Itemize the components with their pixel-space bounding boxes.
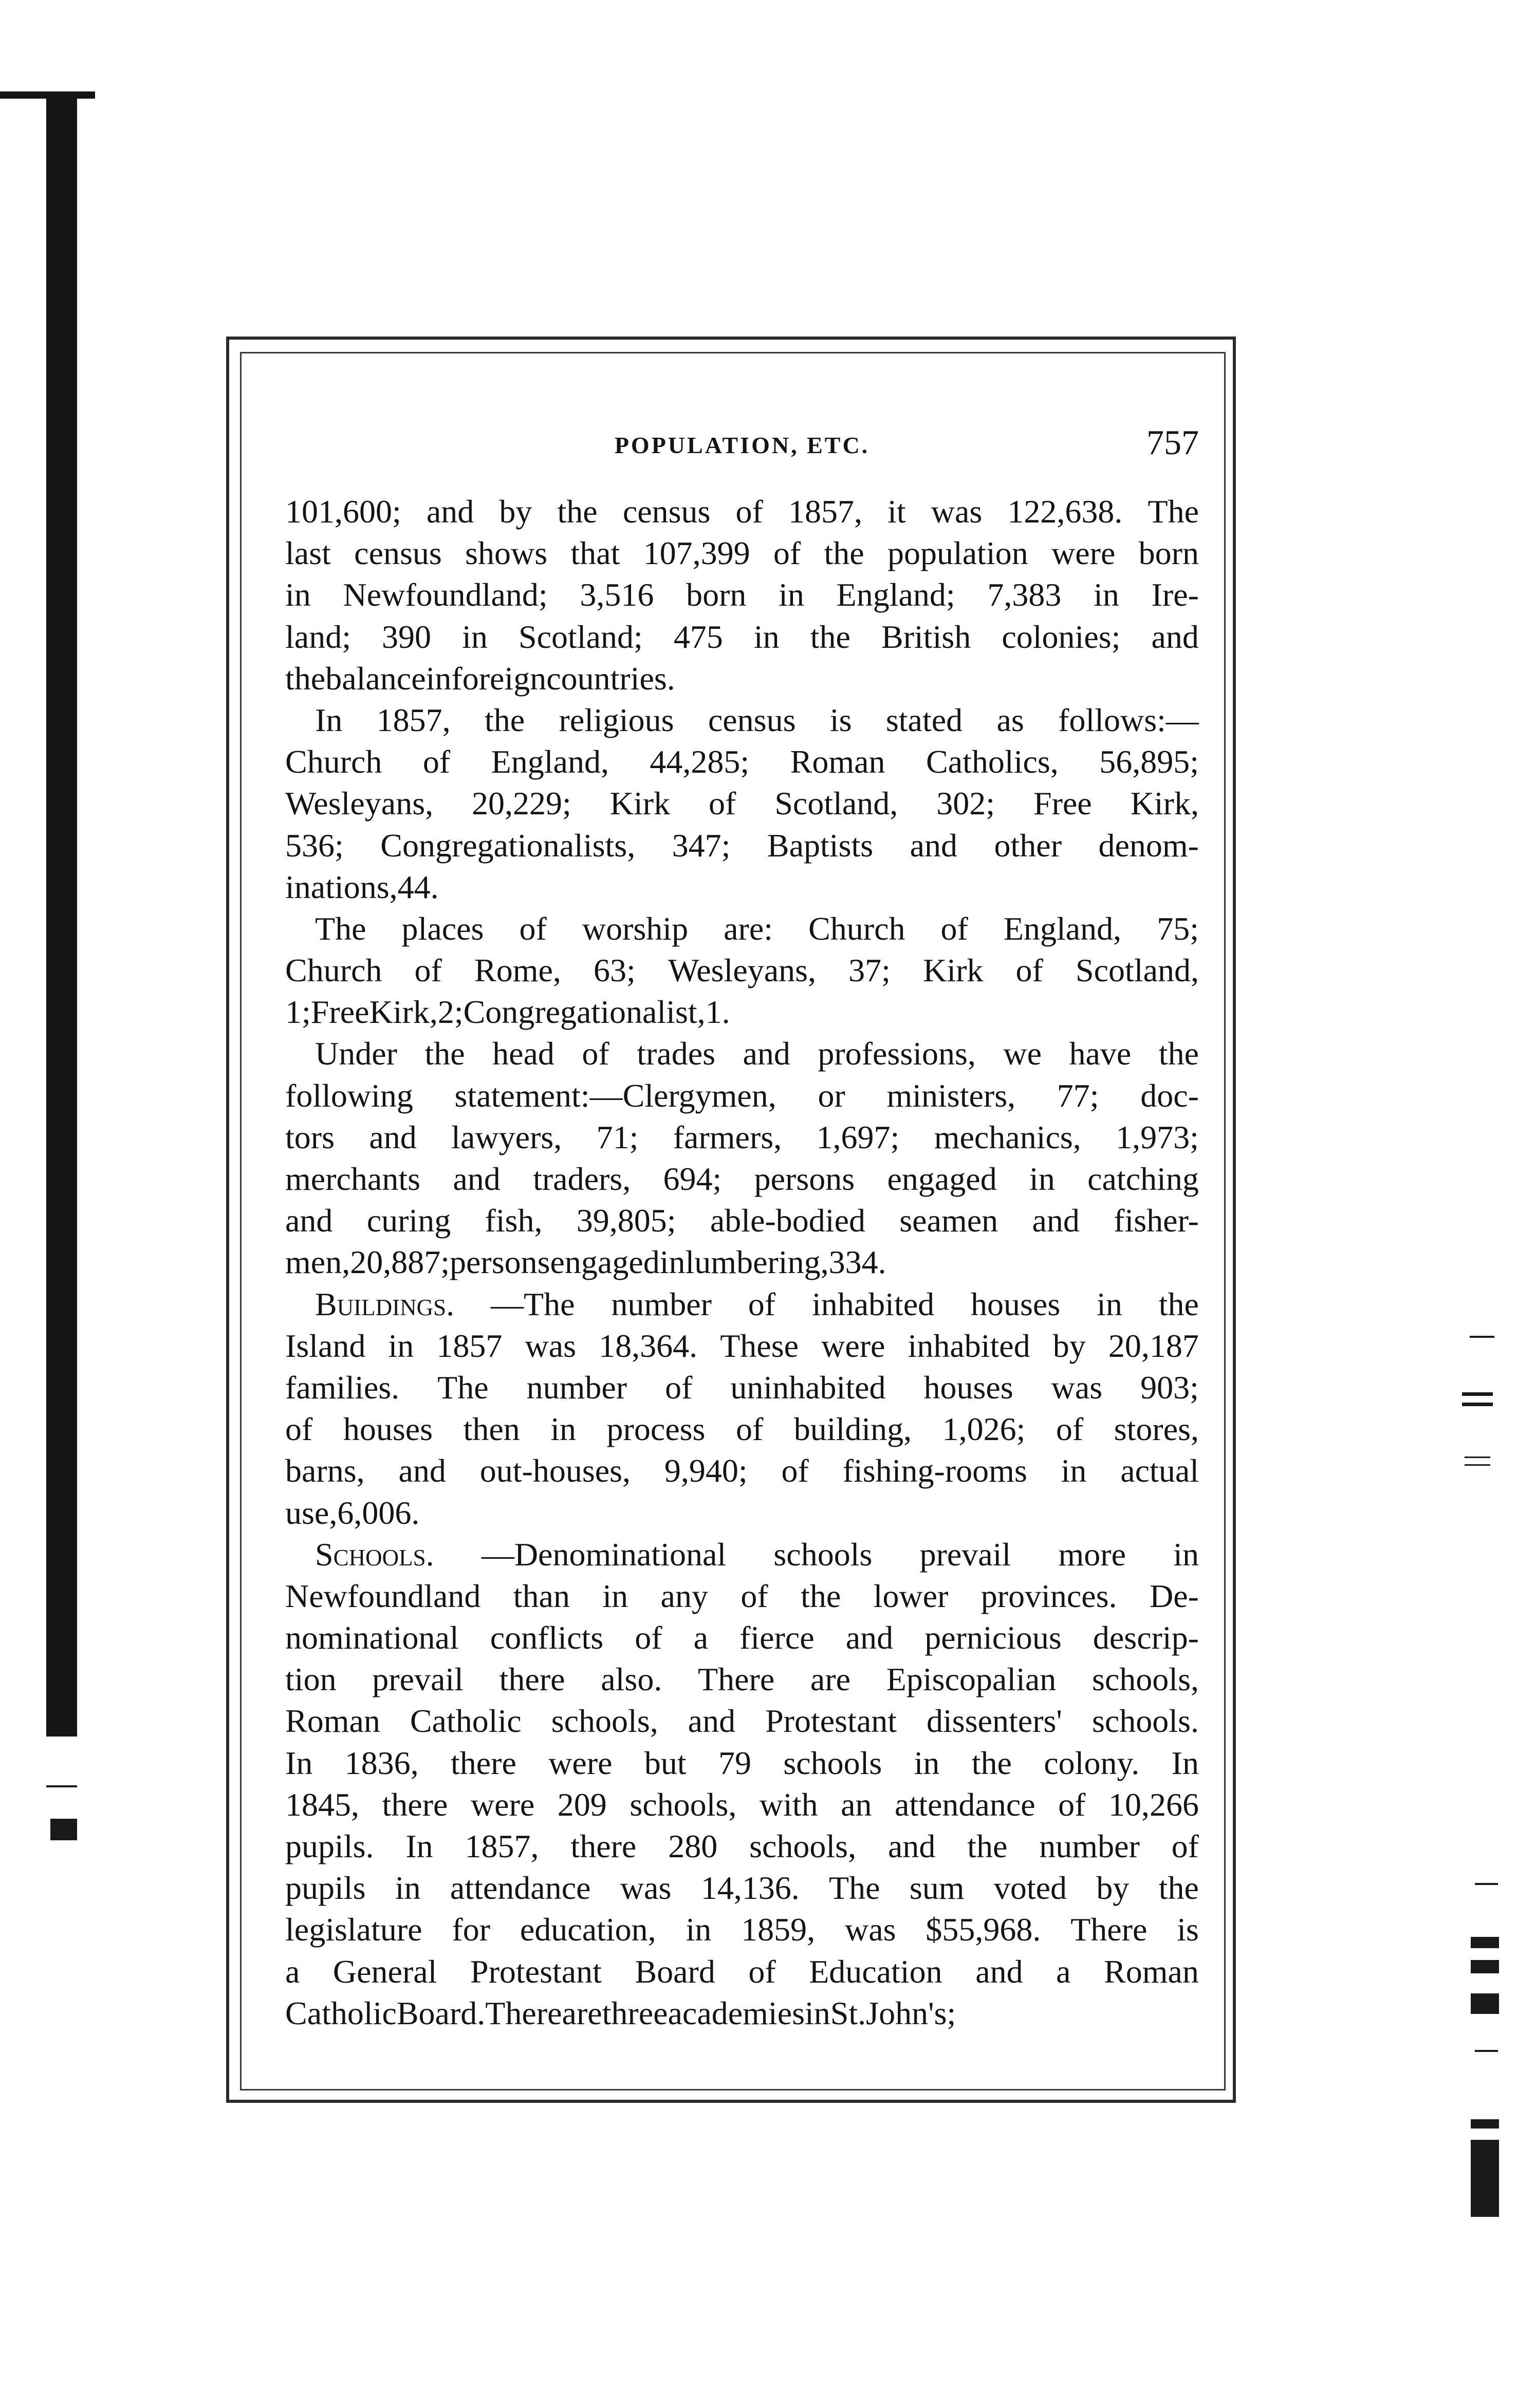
text-line: Church of England, 44,285; Roman Catholics, 56,895; — [285, 743, 1199, 780]
page-number: 757 — [1146, 423, 1199, 462]
section-lead: Buildings. — [315, 1285, 455, 1322]
scan-margin-mark — [1462, 1403, 1493, 1406]
text-line: 536; Congregationalists, 347; Baptists and other denom- — [285, 827, 1199, 864]
text-line: tors and lawyers, 71; farmers, 1,697; mechanics, 1,973; — [285, 1118, 1199, 1155]
text-line: and curing fish, 39,805; able-bodied seamen and fisher- — [285, 1202, 1199, 1239]
paragraph — [285, 908, 1199, 1033]
paragraph — [285, 1033, 1199, 1283]
text-line: pupils in attendance was 14,136. The sum voted by the — [285, 1870, 1199, 1907]
scan-margin-mark — [1475, 2050, 1498, 2052]
text-line: tion prevail there also. There are Episcopalian schools, — [285, 1661, 1199, 1698]
scan-margin-mark — [1471, 1960, 1499, 1973]
text-line: Buildings. —The number of inhabited houses in the — [285, 1283, 1199, 1325]
scan-margin-mark — [1470, 1336, 1494, 1338]
text-line: inations, 44. — [285, 868, 439, 905]
text-line: the balance in foreign countries. — [285, 660, 675, 697]
text-line: Schools. —Denominational schools prevail more in — [285, 1534, 1199, 1575]
paragraph — [285, 699, 1199, 908]
scan-margin-mark — [1471, 1937, 1499, 1948]
text-line: a General Protestant Board of Education and a Roman — [285, 1953, 1199, 1990]
scan-margin-mark — [1471, 2119, 1499, 2129]
text-line: merchants and traders, 694; persons engaged in catching — [285, 1161, 1199, 1197]
scan-edge-shadow — [46, 92, 77, 1737]
text-line: Island in 1857 was 18,364. These were inhabited by 20,187 — [285, 1327, 1199, 1364]
scan-margin-mark — [1471, 2140, 1499, 2217]
body-text — [285, 491, 1199, 2034]
text-line: pupils. In 1857, there 280 schools, and the number of — [285, 1828, 1199, 1864]
text-line: following statement:—Clergymen, or ministers, 77; doc- — [285, 1077, 1199, 1114]
scan-margin-mark — [1471, 1993, 1499, 2014]
text-line: The places of worship are: Church of England, 75; — [315, 910, 1199, 947]
text-line: use, 6,006. — [285, 1494, 420, 1531]
text-line: land; 390 in Scotland; 475 in the British colonies; and — [285, 618, 1199, 655]
text-line: men, 20,887; persons engaged in lumbering, 334. — [285, 1244, 886, 1281]
paragraph — [285, 1283, 1199, 1534]
scan-margin-mark — [46, 1785, 77, 1787]
text-line: Roman Catholic schools, and Protestant dissenters' schools. — [285, 1703, 1199, 1740]
scan-margin-mark — [50, 1819, 77, 1840]
scan-margin-mark — [1475, 1883, 1498, 1885]
scan-margin-mark — [1462, 1392, 1493, 1396]
text-line: barns, and out-houses, 9,940; of fishing-rooms in actual — [285, 1452, 1199, 1489]
text-line: 1; Free Kirk, 2; Congregationalist, 1. — [285, 994, 730, 1031]
text-line: in Newfoundland; 3,516 born in England; 7,383 in Ire- — [285, 576, 1199, 613]
text-line: Wesleyans, 20,229; Kirk of Scotland, 302; Free Kirk, — [285, 785, 1199, 822]
running-title: POPULATION, ETC. — [614, 432, 870, 458]
text-line: In 1857, the religious census is stated as follows:— — [315, 701, 1199, 738]
text-line: families. The number of uninhabited houses was 903; — [285, 1369, 1199, 1406]
text-line: 101,600; and by the census of 1857, it was 122,638. The — [285, 493, 1199, 530]
text-line: of houses then in process of building, 1,026; of stores, — [285, 1411, 1199, 1448]
text-line: legislature for education, in 1859, was $55,968. There is — [285, 1911, 1199, 1948]
text-line: Newfoundland than in any of the lower provinces. De- — [285, 1577, 1199, 1614]
text-line: nominational conflicts of a fierce and pernicious descrip- — [285, 1619, 1199, 1656]
scan-margin-mark — [1465, 1457, 1490, 1458]
scan-margin-mark — [1465, 1464, 1490, 1466]
text-line: last census shows that 107,399 of the population were born — [285, 535, 1199, 572]
text-line: Church of Rome, 63; Wesleyans, 37; Kirk of Scotland, — [285, 952, 1199, 989]
running-head — [285, 422, 1199, 469]
text-line: Under the head of trades and professions, we have the — [315, 1035, 1199, 1072]
text-line: In 1836, there were but 79 schools in the colony. In — [285, 1744, 1199, 1781]
text-line: 1845, there were 209 schools, with an attendance of 10,266 — [285, 1786, 1199, 1823]
paragraph — [285, 491, 1199, 699]
section-lead: Schools. — [315, 1536, 434, 1573]
text-line: Catholic Board. There are three academies in St. John's; — [285, 1994, 956, 2031]
paragraph — [285, 1534, 1199, 2034]
